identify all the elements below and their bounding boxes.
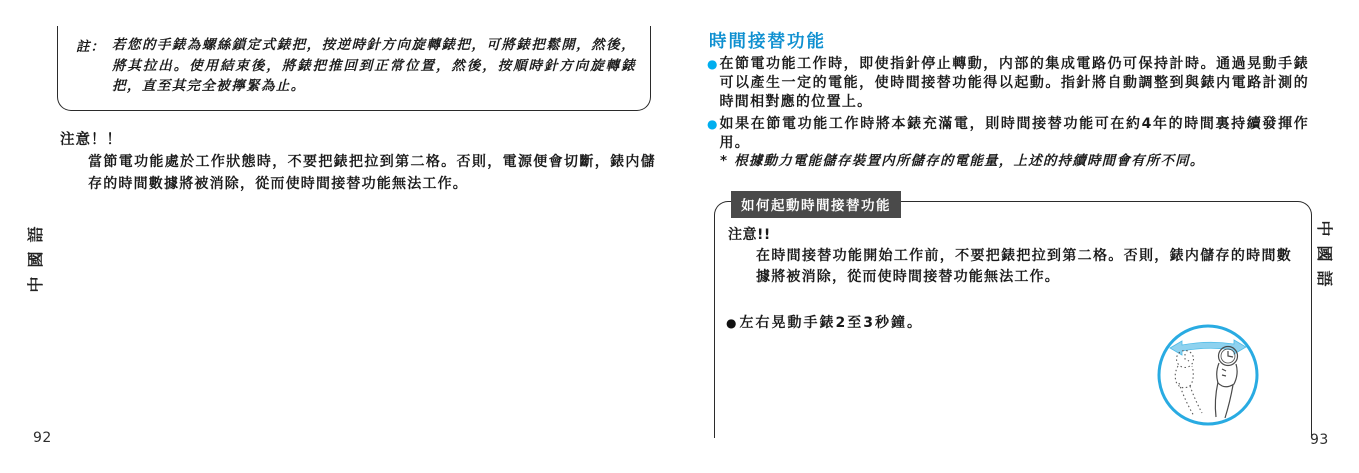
procedure-caution-text: 在時間接替功能開始工作前，不要把錶把拉到第二格。否則，錶内儲存的時間數據將被消除，從而使時間接替功能無法工作。: [756, 248, 1292, 285]
caution-title: 注意！！: [60, 132, 122, 148]
bullet-item: [707, 115, 1309, 153]
note-text: 若您的手錶為螺絲鎖定式錶把，按逆時針方向旋轉錶把，可將錶把鬆開，然後，將其拉出。使用結束後，將錶把推回到正常位置，然後，按順時針方向旋轉錶把，直至其完全被擰緊為止。: [112, 37, 636, 94]
procedure-box-header: 如何起動時間接替功能: [731, 191, 901, 218]
bullet-text: 如果在節電功能工作時將本錶充滿電，則時間接替功能可在約4年的時間裏持續發揮作用。: [719, 116, 1309, 151]
step-bullet-icon: ●: [726, 316, 737, 330]
bullet-text: 在節電功能工作時，即使指針停止轉動，内部的集成電路仍可保持計時。通過晃動手錶可以產生一定的電能，使時間接替功能得以起動。指針將自動調整到與錶内電路計測的時間相對應的位置上。: [719, 56, 1309, 110]
note-label: 註：: [76, 39, 105, 55]
bullet-icon: ●: [707, 57, 718, 71]
page-number-left: 92: [33, 430, 52, 446]
shake-watch-illustration: [1156, 323, 1260, 427]
language-edge-tab-left: 中國語: [26, 217, 45, 293]
bullet-icon: ●: [707, 117, 718, 131]
procedure-step-text: 左右晃動手錶2至3秒鐘。: [739, 315, 923, 331]
caution-text: 當節電功能處於工作狀態時，不要把錶把拉到第二格。否則，電源便會切斷，錶内儲存的時間數據將被消除，從而使時間接替功能無法工作。: [88, 154, 656, 192]
procedure-step: [726, 314, 1146, 333]
footnote: * 根據動力電能儲存裝置内所儲存的電能量，上述的持續時間會有所不同。: [720, 153, 1205, 169]
bullet-item: [707, 55, 1309, 112]
page-number-right: 93: [1310, 432, 1329, 448]
illustration-circle: [1159, 326, 1257, 424]
section-heading: 時間接替功能: [709, 32, 826, 52]
procedure-caution-title: 注意!!: [728, 227, 771, 243]
language-edge-tab-right: 中國語: [1315, 220, 1334, 296]
